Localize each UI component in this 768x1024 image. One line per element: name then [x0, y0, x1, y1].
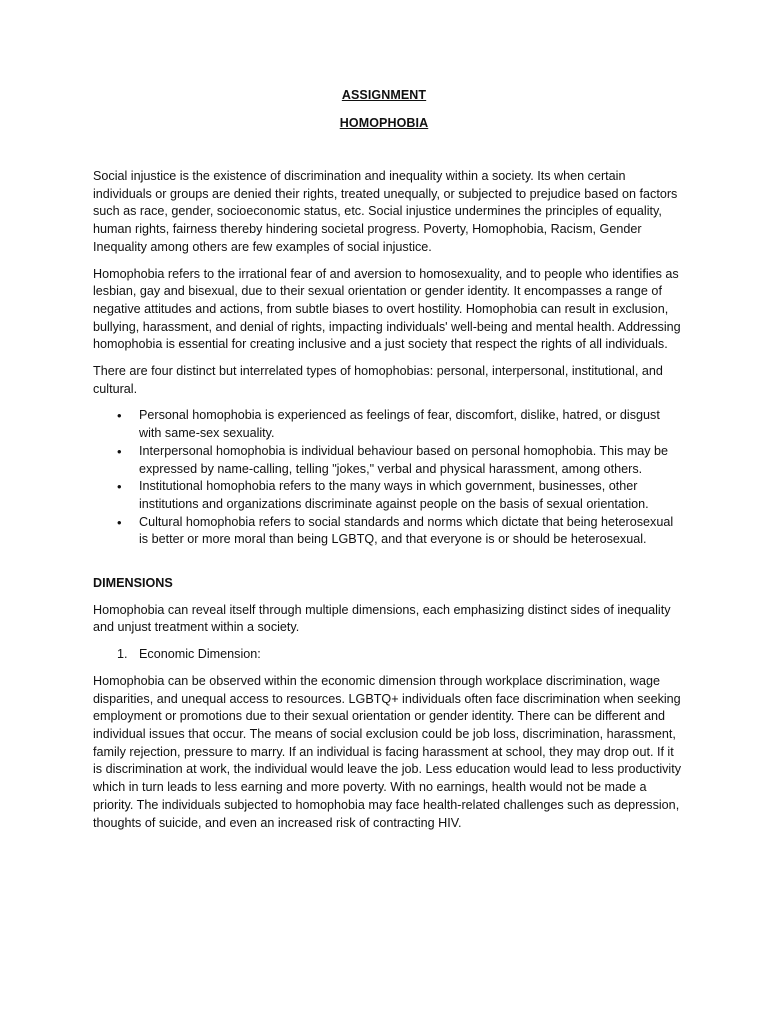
- document-subtitle: HOMOPHOBIA: [339, 116, 429, 130]
- bullet-icon: •: [117, 443, 122, 459]
- types-list: [93, 407, 683, 549]
- paragraph-economic-dimension: Homophobia can be observed within the economic dimension through workplace discrimination, wage disparities, and unequal access to resources. LGBTQ+ individuals often face discrimination when seeking employment or promotions due to their sexual orientation or gender identity. There can be different and individual issues that occur. The means of social exclusion could be job loss, discrimination, harassment, family rejection, pressure to marry. If an individual is facing harassment at school, they may drop out. If it is discrimination at work, the individual would leave the job. Less education would lead to less productivity which in turn leads to less earning and more poverty. With no earnings, health would not be made a priority. The individuals subjected to homophobia may face health-related challenges such as depression, thoughts of suicide, and even an increased risk of contracting HIV.: [93, 673, 682, 830]
- item-number: 1.: [117, 647, 128, 662]
- bullet-icon: •: [117, 514, 122, 530]
- paragraph-types-intro: There are four distinct but interrelated types of homophobias: personal, interpersonal, institutional, and cultural.: [93, 364, 663, 396]
- paragraph-dimensions-intro: Homophobia can reveal itself through multiple dimensions, each emphasizing distinct sides of inequality and unjust treatment within a society.: [93, 602, 671, 635]
- paragraph-homophobia-definition: Homophobia refers to the irrational fear of and aversion to homosexuality, and to people who identifies as lesbian, gay and bisexual, due to their sexual orientation or gender identity. It encompasses a range of negative attitudes and actions, from subtle biases to overt hostility. Homophobia can result in exclusion, bullying, harassment, and denial of rights, impacting individuals' well-being and mental health. Addressing homophobia is essential for creating inclusive and a just society that respect the rights of all individuals.: [93, 266, 681, 352]
- numbered-item-economic: [93, 646, 683, 664]
- paragraph-social-injustice: Social injustice is the existence of discrimination and inequality within a society. Its when certain individuals or groups are denied their rights, treated unequally, or subjected to prejudice based on factors such as race, gender, socioeconomic status, etc. Social injustice undermines the principles of equality, human rights, fairness thereby hindering societal progress. Poverty, Homophobia, Racism, Gender Inequality among others are few examples of social injustice.: [93, 169, 678, 254]
- list-item: [93, 478, 683, 513]
- list-item-text: Interpersonal homophobia is individual behaviour based on personal homophobia. This may be expressed by name-calling, telling "jokes," verbal and physical harassment, among others.: [139, 443, 669, 476]
- item-label: Economic Dimension:: [139, 647, 261, 662]
- list-item-text: Cultural homophobia refers to social standards and norms which dictate that being heterosexual is better or more moral than being LGBTQ, and that everyone is or should be heterosexual.: [139, 514, 674, 547]
- document-title: ASSIGNMENT: [341, 88, 427, 102]
- bullet-icon: •: [117, 479, 122, 495]
- list-item-text: Personal homophobia is experienced as feelings of fear, discomfort, dislike, hatred, or disgust with same-sex sexuality.: [139, 408, 660, 441]
- list-item: [93, 407, 683, 442]
- list-item-text: Institutional homophobia refers to the many ways in which government, businesses, other institutions and organizations discriminate against people on the basis of sexual orientation.: [139, 479, 649, 511]
- document-body: [93, 168, 683, 841]
- list-item: [93, 514, 683, 549]
- bullet-icon: •: [117, 408, 122, 424]
- section-heading-dimensions: DIMENSIONS: [93, 576, 173, 591]
- list-item: [93, 443, 683, 478]
